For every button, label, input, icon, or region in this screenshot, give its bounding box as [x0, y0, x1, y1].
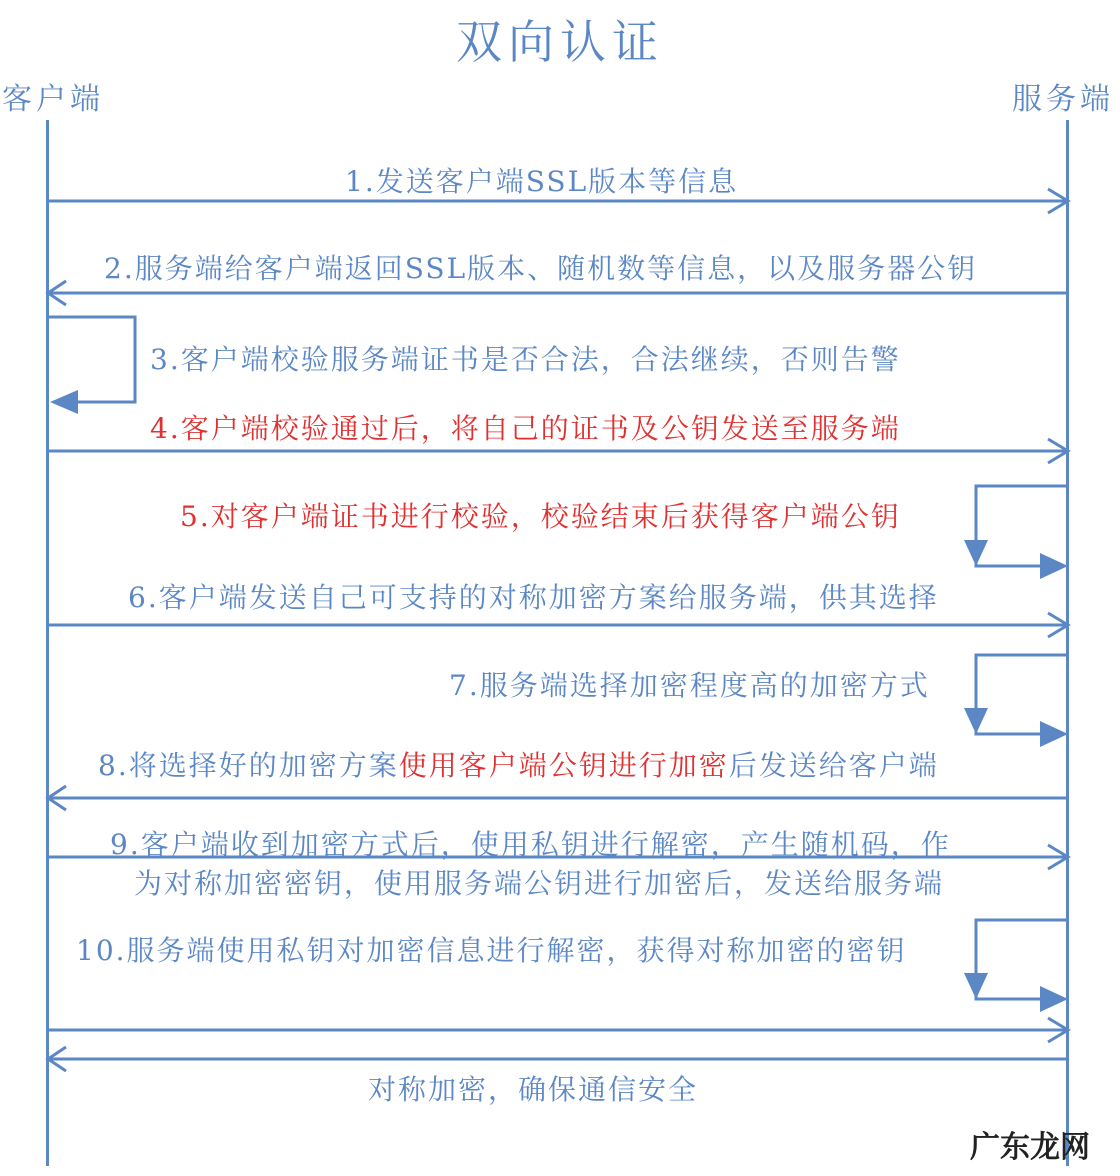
step-8-label-part-a: 8.将选择好的加密方案 — [98, 749, 399, 782]
step-5-label: 5.对客户端证书进行校验，校验结束后获得客户端公钥 — [180, 500, 901, 533]
step-2-label: 2.服务端给客户端返回SSL版本、随机数等信息，以及服务器公钥 — [104, 252, 978, 285]
step-9-label-line-2: 为对称加密密钥，使用服务端公钥进行加密后，发送给服务端 — [134, 867, 945, 900]
step-3-label: 3.客户端校验服务端证书是否合法，合法继续，否则告警 — [150, 343, 901, 376]
step-1-label: 1.发送客户端SSL版本等信息 — [345, 165, 739, 198]
step-8-label — [98, 744, 939, 784]
step-4-label: 4.客户端校验通过后，将自己的证书及公钥发送至服务端 — [150, 412, 901, 445]
step-10-label: 10.服务端使用私钥对加密信息进行解密，获得对称加密的密钥 — [76, 934, 907, 967]
arrowhead-step-10 — [964, 973, 988, 999]
watermark: 广东龙网 — [970, 1130, 1090, 1165]
arrowhead-step-7 — [964, 708, 988, 734]
diagram-title: 双向认证 — [456, 15, 664, 69]
step-8-label-part-c: 后发送给客户端 — [728, 749, 939, 782]
arrowhead-step-10-right — [1040, 986, 1068, 1012]
client-label: 客户端 — [2, 82, 104, 117]
self-loop-step-5 — [976, 486, 1066, 566]
self-loop-step-3 — [48, 317, 135, 402]
final-label: 对称加密，确保通信安全 — [368, 1073, 699, 1106]
self-loop-step-7 — [976, 655, 1066, 734]
step-9-label-line-1: 9.客户端收到加密方式后，使用私钥进行解密，产生随机码，作 — [110, 828, 951, 861]
arrowhead-step-5 — [964, 540, 988, 566]
arrowhead-step-5-right — [1040, 553, 1068, 579]
step-6-label: 6.客户端发送自己可支持的对称加密方案给服务端，供其选择 — [128, 581, 939, 614]
arrowhead-step-3 — [50, 390, 78, 414]
step-8-label-highlight: 使用客户端公钥进行加密 — [398, 749, 729, 782]
self-loop-step-10 — [976, 920, 1066, 999]
arrowhead-step-7-right — [1040, 721, 1068, 747]
server-label: 服务端 — [1012, 82, 1114, 117]
step-7-label: 7.服务端选择加密程度高的加密方式 — [449, 669, 930, 702]
